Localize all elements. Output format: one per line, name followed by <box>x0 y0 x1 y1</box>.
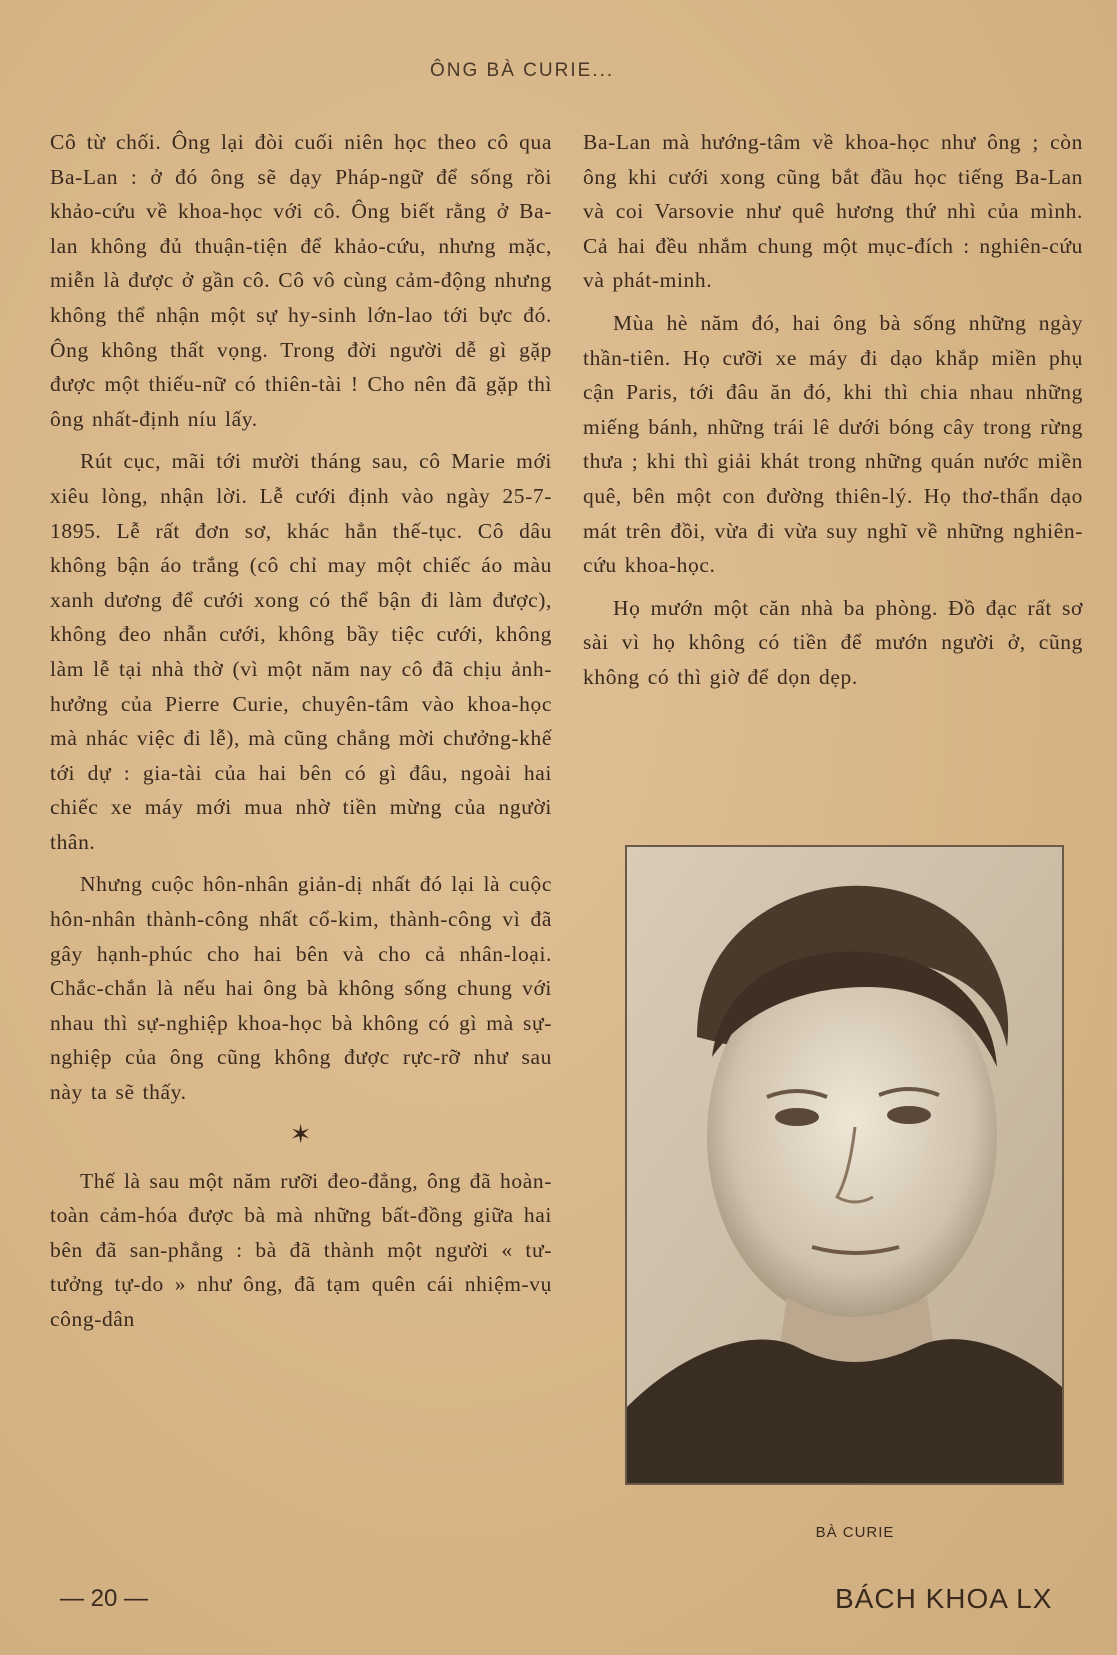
right-paragraph-1: Ba-Lan mà hướng-tâm về khoa-học như ông ; còn ông khi cưới xong cũng bắt đầu học tiếng Ba-Lan và coi Varsovie như quê hương thứ nhì của mình. Cả hai đều nhắm chung một mục-đích : nghiên-cứu và phát-minh. <box>583 130 1083 293</box>
right-column <box>583 125 1083 703</box>
left-paragraph-3: Nhưng cuộc hôn-nhân giản-dị nhất đó lại là cuộc hôn-nhân thành-công nhất cổ-kim, thành-công vì đã gây hạnh-phúc cho hai bên và cho cả nhân-loại. Chắc-chắn là nếu hai ông bà không sống chung với nhau thì sự-nghiệp khoa-học bà không có gì mà sự-nghiệp của ông cũng không được rực-rỡ như sau này ta sẽ thấy. <box>50 872 552 1105</box>
magazine-name: BÁCH KHOA LX <box>835 1583 1053 1614</box>
right-paragraph-2: Mùa hè năm đó, hai ông bà sống những ngày thần-tiên. Họ cưỡi xe máy đi dạo khắp miền phụ cận Paris, tới đâu ăn đó, khi thì chia nhau những miếng bánh, những trái lê dưới bóng cây trong rừng thưa ; khi thì giải khát trong những quán nước miền quê, bên một con đường thiên-lý. Họ thơ-thẩn dạo mát trên đồi, vừa đi vừa suy nghĩ về những nghiên-cứu khoa-học. <box>583 310 1083 578</box>
left-paragraph-1: Cô từ chối. Ông lại đòi cuối niên học theo cô qua Ba-Lan : ở đó ông sẽ dạy Pháp-ngữ để sống rồi khảo-cứu về khoa-học với cô. Ông biết rằng ở Ba-lan không đủ thuận-tiện để khảo-cứu, nhưng mặc, miễn là được ở gần cô. Cô vô cùng cảm-động nhưng không thể nhận một sự hy-sinh lớn-lao tới bực đó. Ông không thất vọng. Trong đời người dễ gì gặp được một thiếu-nữ có thiên-tài ! Cho nên đã gặp thì ông nhất-định níu lấy. <box>50 130 552 431</box>
left-paragraph-4: Thế là sau một năm rưỡi đeo-đẳng, ông đã hoàn-toàn cảm-hóa được bà mà những bất-đồng giữa hai bên đã san-phẳng : bà đã thành một người « tư-tưởng tự-do » như ông, đã tạm quên cái nhiệm-vụ công-dân <box>50 1168 552 1331</box>
portrait-photo <box>625 845 1064 1485</box>
portrait-illustration <box>627 847 1062 1483</box>
right-paragraph-3: Họ mướn một căn nhà ba phòng. Đồ đạc rất sơ sài vì họ không có tiền để mướn người ở, cũng không có thì giờ để dọn dẹp. <box>583 595 1083 689</box>
section-separator-icon: ✶ <box>289 1119 313 1149</box>
left-paragraph-2: Rút cục, mãi tới mười tháng sau, cô Marie mới xiêu lòng, nhận lời. Lễ cưới định vào ngày 25-7-1895. Lễ rất đơn sơ, khác hẳn thế-tục. Cô dâu không bận áo trắng (cô chỉ may một chiếc áo màu xanh dương để cưới xong có thể bận đi làm được), không đeo nhẫn cưới, không bầy tiệc cưới, không làm lễ tại nhà thờ (vì một năm nay cô đã chịu ảnh-hưởng của Pierre Curie, chuyên-tâm vào khoa-học mà nhác việc đi lễ), mà cũng chẳng mời chưởng-khế tới dự : gia-tài của hai bên có gì đâu, ngoài hai chiếc xe máy mới mua nhờ tiền mừng của người thân. <box>50 449 552 854</box>
page-number: — 20 — <box>60 1585 149 1612</box>
photo-caption: BÀ CURIE <box>815 1524 895 1541</box>
running-title: ÔNG BÀ CURIE... <box>430 60 615 81</box>
left-column <box>50 125 552 1345</box>
